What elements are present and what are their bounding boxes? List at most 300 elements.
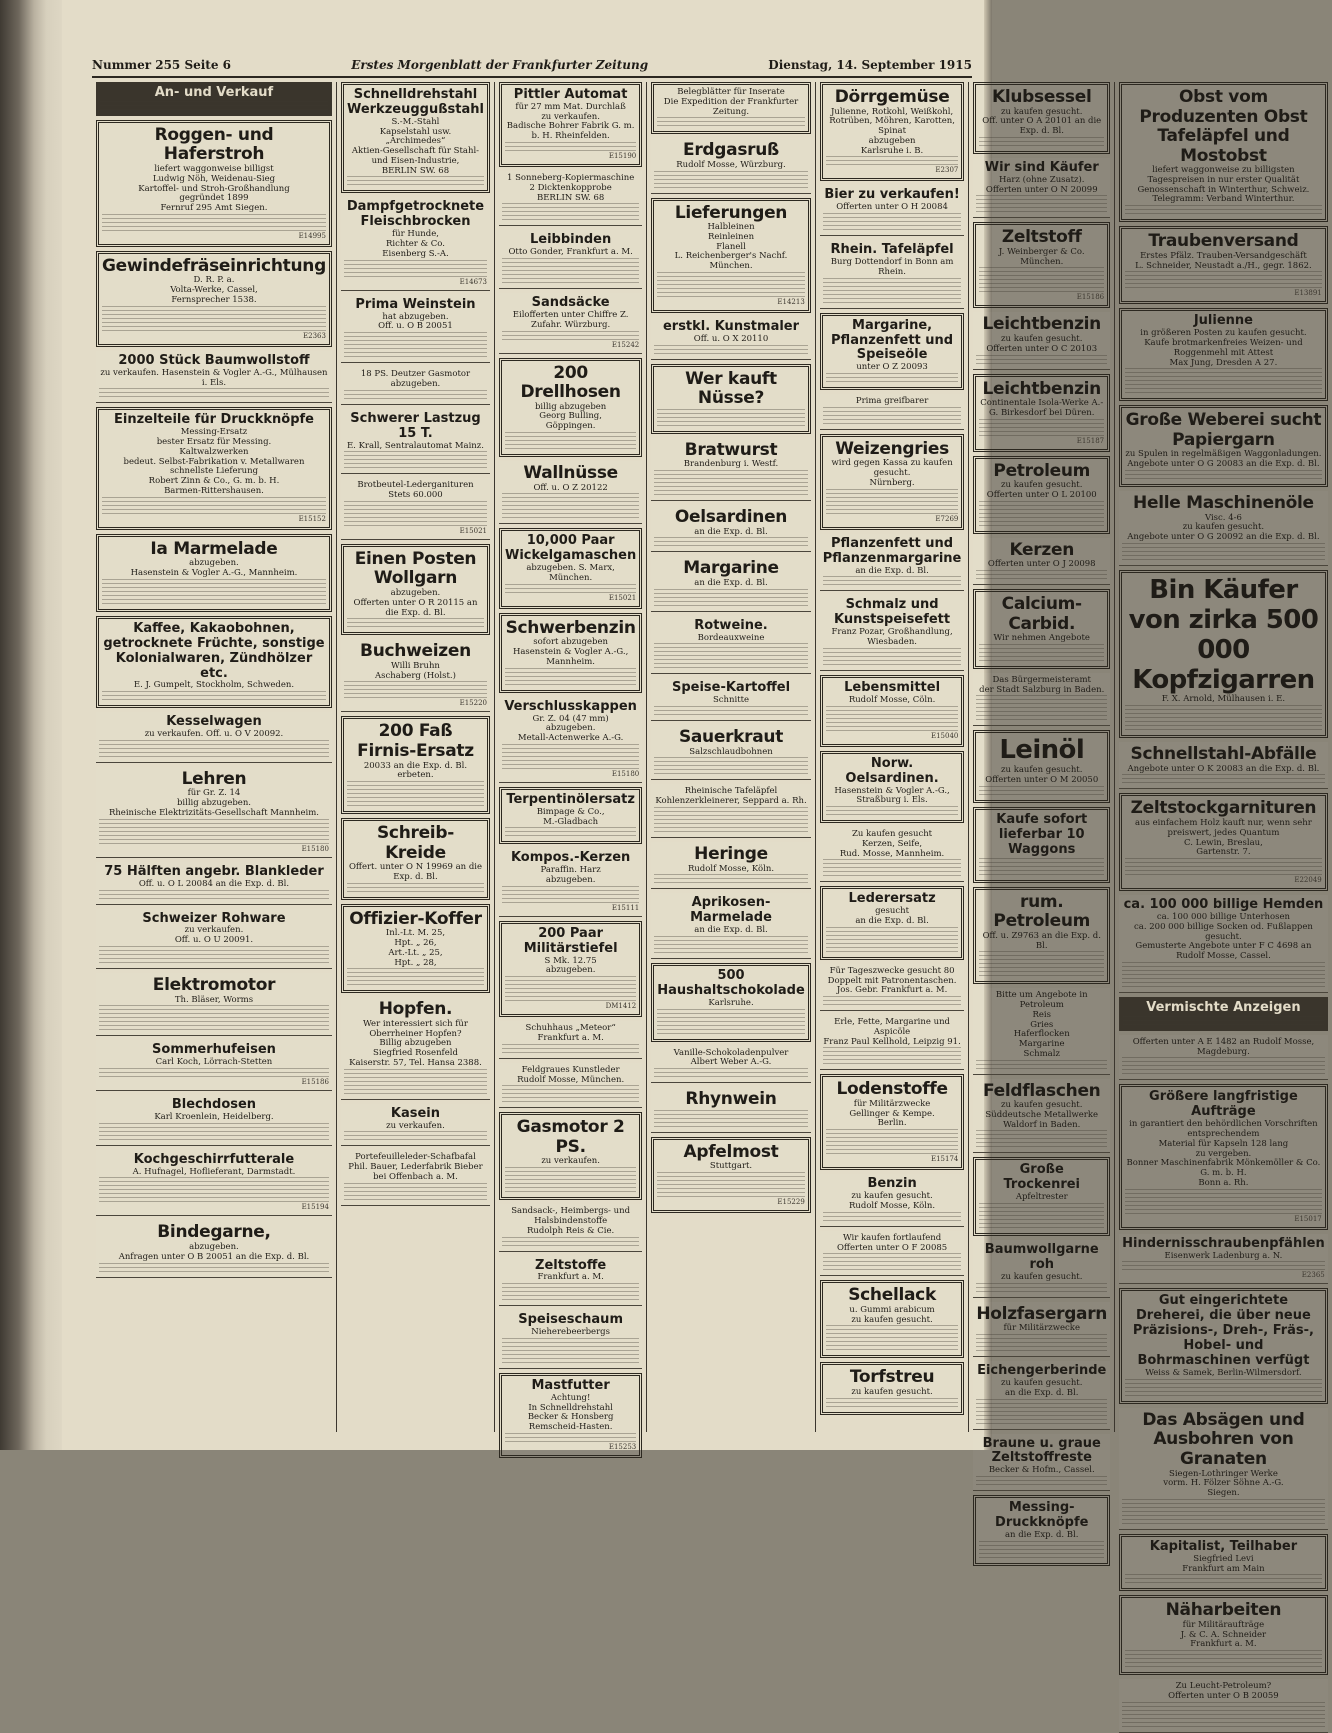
fine-print bbox=[505, 432, 636, 450]
ad-line: Süddeutsche Metallwerke bbox=[985, 1109, 1099, 1120]
ad-line: zu Spulen in regelmäßigen Waggonladungen. bbox=[1125, 449, 1322, 460]
ad-line: Salzschlaudbohnen bbox=[689, 746, 773, 757]
ad-line: zu kaufen gesucht. bbox=[1001, 333, 1083, 344]
ad-line: Ludwig Nöh, Weidenau-Sieg bbox=[152, 173, 276, 184]
ad-line: Material für Kapseln 128 lang bbox=[1158, 1138, 1289, 1149]
ad-line: Wer interessiert sich für Oberrheiner Hopfen? bbox=[363, 1018, 468, 1039]
fine-print bbox=[979, 267, 1104, 293]
classified-ad bbox=[651, 963, 811, 1042]
fine-print bbox=[976, 695, 1107, 721]
fine-print bbox=[502, 886, 639, 904]
column-6 bbox=[969, 82, 1115, 1541]
fine-print bbox=[826, 373, 959, 383]
ad-line: zu verkaufen. Off. u. O V 20092. bbox=[144, 729, 284, 740]
ad-line: Hpt. „ 26, bbox=[394, 937, 437, 948]
fine-print bbox=[1123, 1016, 1324, 1026]
ad-line: Otto Gonder, Frankfurt a. M. bbox=[508, 247, 633, 258]
ad-line: C. Lewin, Breslau, bbox=[1184, 837, 1263, 848]
ad-line: aus einfachem Holz kauft nur, wenn sehr preiswert, jedes Quantum bbox=[1135, 818, 1312, 838]
fine-print bbox=[347, 781, 484, 807]
ad-headline: Ia Marmelade bbox=[150, 538, 278, 559]
ad-headline: Kaufe sofort lieferbar 10 Waggons bbox=[996, 811, 1088, 857]
ad-headline: Klubsessel bbox=[991, 87, 1092, 107]
classified-ad bbox=[499, 528, 642, 608]
fine-print bbox=[976, 1476, 1107, 1486]
ad-headline: Blechdosen bbox=[171, 1097, 257, 1113]
ad-line: an die Exp. d. Bl. bbox=[855, 916, 929, 927]
fine-print bbox=[502, 331, 639, 341]
ad-line: In Schnelldrehstahl bbox=[528, 1402, 613, 1413]
fine-print bbox=[976, 195, 1107, 213]
ad-line: Offerten unter A E 1482 an Rudolf Mosse, Magdeburg. bbox=[1132, 1036, 1315, 1057]
classified-ad bbox=[973, 988, 1110, 1074]
classified-ad bbox=[973, 673, 1110, 727]
ad-line: Eisenwerk Ladenburg a. N. bbox=[1164, 1250, 1283, 1261]
ad-line: in größeren Posten zu kaufen gesucht. bbox=[1140, 328, 1307, 339]
fine-print bbox=[823, 213, 962, 231]
fine-print bbox=[502, 258, 639, 284]
fine-print bbox=[979, 644, 1104, 662]
fine-print bbox=[1122, 1702, 1325, 1728]
ad-line: Reis bbox=[1032, 1009, 1051, 1020]
ad-line: Bimpage & Co., bbox=[536, 806, 605, 817]
fine-print bbox=[1125, 1650, 1322, 1668]
classified-ad bbox=[1119, 491, 1328, 566]
ad-line: Offerten unter O M 20050 bbox=[985, 775, 1099, 786]
fine-print bbox=[823, 278, 962, 304]
classified-ad bbox=[973, 1361, 1110, 1429]
ad-headline: Kochgeschirrfutterale bbox=[133, 1151, 295, 1167]
classified-ad bbox=[1119, 1534, 1328, 1591]
ad-headline: erstkl. Kunstmaler bbox=[662, 319, 800, 335]
classified-ad bbox=[820, 313, 965, 391]
ad-line: an die Exp. d. Bl. bbox=[694, 925, 768, 936]
classified-ad bbox=[499, 230, 642, 289]
ad-headline: Erle, Fette, Margarine und Aspicöle bbox=[834, 1017, 950, 1037]
ad-code: E15190 bbox=[608, 152, 637, 160]
classified-ad bbox=[499, 293, 642, 354]
ad-headline: Weizengries bbox=[835, 438, 949, 459]
fine-print bbox=[102, 306, 326, 332]
ad-headline: Traubenversand bbox=[1148, 231, 1299, 252]
classified-ad bbox=[651, 138, 811, 193]
classified-ad bbox=[499, 171, 642, 226]
ad-line: der Stadt Salzburg in Baden. bbox=[979, 684, 1105, 695]
classified-ad bbox=[820, 827, 965, 882]
ad-line: Kapselstahl usw. bbox=[379, 126, 452, 137]
ad-headline: Prima Weinstein bbox=[355, 296, 476, 312]
header-left: Nummer 255 Seite 6 bbox=[92, 58, 232, 72]
ad-columns bbox=[92, 82, 1325, 1701]
ad-code: E15017 bbox=[1294, 1214, 1322, 1223]
ad-code: E15253 bbox=[608, 1442, 637, 1451]
classified-ad bbox=[96, 973, 332, 1036]
ad-headline: Julienne bbox=[1193, 313, 1253, 329]
header-center: Erstes Morgenblatt der Frankfurter Zeitung bbox=[351, 58, 649, 72]
ad-headline: Wer kauft Nüsse? bbox=[685, 368, 777, 409]
classified-ad bbox=[820, 1174, 965, 1226]
ad-line: Barmen-Rittershausen. bbox=[164, 485, 264, 496]
ad-line: Franz Pozar, Großhandlung, Wiesbaden. bbox=[831, 627, 953, 648]
fine-print bbox=[657, 272, 805, 298]
ad-line: Karl Kroenlein, Heidelberg. bbox=[154, 1111, 274, 1122]
ad-headline: Bin Käufer von zirka 500 000 Kopfzigarren bbox=[1128, 574, 1319, 695]
ad-headline: Petroleum bbox=[993, 460, 1091, 481]
ad-headline: ca. 100 000 billige Hemden bbox=[1123, 897, 1324, 913]
classified-ad bbox=[96, 251, 332, 347]
classified-ad bbox=[973, 456, 1110, 534]
ad-headline: Einen Posten Wollgarn bbox=[354, 548, 477, 589]
ad-headline: Elektromotor bbox=[152, 974, 276, 995]
ad-headline: Zu kaufen gesucht bbox=[852, 829, 933, 840]
fine-print bbox=[826, 927, 959, 953]
ad-headline: Mastfutter bbox=[531, 1377, 610, 1393]
ad-headline: Schweizer Rohware bbox=[142, 910, 286, 926]
ad-line: u. Gummi arabicum bbox=[849, 1304, 935, 1315]
ad-line: Nieherebeerbergs bbox=[531, 1327, 610, 1338]
fine-print bbox=[347, 883, 484, 893]
classified-ad bbox=[973, 1079, 1110, 1154]
classified-ad bbox=[820, 1231, 965, 1277]
ad-headline: Lebensmittel bbox=[844, 679, 941, 695]
ad-line: Off. u. O Z 20122 bbox=[533, 482, 608, 493]
ad-line: abzugeben bbox=[868, 135, 916, 146]
ad-headline: Messing-Druckknöpfe bbox=[995, 1500, 1089, 1531]
ad-line: an die Exp. d. Bl. bbox=[1004, 1530, 1079, 1541]
fine-print bbox=[344, 1183, 487, 1201]
classified-ad bbox=[499, 613, 642, 693]
ad-code: E2363 bbox=[303, 331, 326, 340]
fine-print bbox=[1125, 205, 1322, 215]
ad-headline: Speiseschaum bbox=[518, 1312, 623, 1328]
ad-line: Brandenburg i. Westf. bbox=[683, 459, 779, 470]
ad-headline: Pittler Automat bbox=[513, 87, 628, 102]
fine-print bbox=[344, 1069, 487, 1095]
ad-line: Karlsruhe i. B. bbox=[860, 145, 924, 156]
ad-headline: Margarine, Pflanzenfett und Speiseöle bbox=[831, 317, 954, 363]
fine-print bbox=[1125, 368, 1322, 394]
classified-ad bbox=[499, 1204, 642, 1251]
ad-headline: rum. Petroleum bbox=[993, 891, 1091, 932]
fine-print bbox=[344, 390, 487, 400]
ad-line: Bordeauxweine bbox=[697, 632, 765, 643]
ad-line: Metall-Actenwerke A.-G. bbox=[517, 733, 624, 744]
ad-line: zu kaufen gesucht. bbox=[1001, 480, 1083, 491]
fine-print bbox=[1122, 1499, 1325, 1525]
ad-line: Gries bbox=[1030, 1019, 1054, 1030]
classified-ad bbox=[820, 595, 965, 670]
classified-ad bbox=[96, 82, 332, 116]
fine-print bbox=[654, 345, 808, 355]
ad-line: Gellinger & Kempe. bbox=[849, 1108, 935, 1119]
ad-headline: Terpentinölersatz bbox=[506, 791, 635, 807]
ad-line: für Gr. Z. 14 bbox=[187, 788, 241, 799]
fine-print bbox=[979, 501, 1104, 527]
ad-line: Weiss & Samek, Berlin-Wilmersdorf. bbox=[1145, 1368, 1302, 1379]
fine-print bbox=[823, 407, 962, 425]
ad-line: „Archimedes“ bbox=[385, 136, 446, 147]
fine-print bbox=[99, 1177, 329, 1203]
classified-ad bbox=[499, 461, 642, 524]
ad-line: Offerten unter O L 20100 bbox=[986, 489, 1097, 500]
classified-ad bbox=[651, 1087, 811, 1133]
ad-line: Angebote unter O G 20083 an die Exp. d. Bl. bbox=[1127, 459, 1320, 470]
fine-print bbox=[344, 260, 487, 278]
ad-headline: Zeltstoffe bbox=[535, 1257, 607, 1273]
fine-print bbox=[344, 451, 487, 469]
fine-print bbox=[823, 996, 962, 1006]
ad-line: Haferflocken bbox=[1013, 1029, 1070, 1040]
ad-code: E7269 bbox=[935, 514, 959, 523]
fine-print bbox=[823, 648, 962, 666]
classified-ad bbox=[1119, 1288, 1328, 1403]
ad-line: J. & C. A. Schneider bbox=[1180, 1629, 1267, 1640]
classified-ad bbox=[96, 1095, 332, 1146]
classified-ad bbox=[341, 295, 490, 363]
ad-line: bedeut. Selbst-Fabrikation v. Metallwaren bbox=[123, 456, 305, 467]
classified-ad bbox=[820, 394, 965, 430]
ad-line: abzugeben. bbox=[545, 965, 596, 976]
ad-code: E15186 bbox=[301, 1077, 329, 1086]
fine-print bbox=[505, 976, 636, 1002]
ad-headline: Einzelteile für Druckknöpfe bbox=[113, 412, 314, 428]
fine-print bbox=[976, 1060, 1107, 1070]
ad-line: Visc. 4-6 bbox=[1204, 512, 1242, 523]
ad-line: vorm. H. Fölzer Söhne A.-G. bbox=[1163, 1478, 1284, 1489]
fine-print bbox=[657, 1172, 805, 1198]
ad-line: Eilofferten unter Chiffre Z. Zufahr. Würzburg. bbox=[512, 309, 629, 330]
ad-line: Stuttgart. bbox=[709, 1161, 753, 1172]
ad-headline: Speise-Kartoffel bbox=[671, 680, 791, 696]
ad-code: DM1412 bbox=[605, 1002, 637, 1011]
fine-print bbox=[979, 137, 1104, 147]
ad-line: abzugeben. bbox=[545, 875, 596, 886]
fine-print bbox=[976, 1130, 1107, 1148]
classified-ad bbox=[973, 1495, 1110, 1566]
classified-ad bbox=[96, 534, 332, 612]
ad-line: Die Expedition der Frankfurter Zeitung. bbox=[663, 96, 799, 117]
ad-line: Volta-Werke, Cassel, bbox=[170, 285, 258, 296]
ad-line: an die Exp. d. Bl. bbox=[694, 578, 768, 588]
fine-print bbox=[99, 1123, 329, 1141]
ad-headline: Sommerhufeisen bbox=[152, 1042, 276, 1058]
fine-print bbox=[344, 332, 487, 358]
fine-print bbox=[347, 968, 484, 986]
fine-print bbox=[979, 419, 1104, 437]
classified-ad bbox=[651, 317, 811, 360]
ad-line: Frankfurt a. M. bbox=[1190, 1639, 1257, 1650]
ad-headline: Kompos.-Kerzen bbox=[510, 850, 631, 866]
ad-line: für 27 mm Mat. Durchlaß bbox=[515, 101, 626, 112]
classified-ad bbox=[1119, 308, 1328, 401]
ad-line: sofort abzugeben bbox=[533, 637, 609, 648]
ad-headline: 500 Haushaltschokolade bbox=[657, 967, 805, 998]
fine-print bbox=[344, 1131, 487, 1141]
ad-headline: Kerzen bbox=[1009, 539, 1074, 560]
classified-ad bbox=[651, 556, 811, 611]
ad-line: abzugeben. S. Marx, München. bbox=[526, 563, 615, 583]
ad-code: E15152 bbox=[298, 514, 326, 523]
ad-headline: Zeltstockgarnituren bbox=[1130, 798, 1317, 819]
ad-headline: Apfelmost bbox=[683, 1141, 779, 1162]
ad-headline: Schwerer Lastzug 15 T. bbox=[350, 410, 481, 441]
ad-headline: Rheinische Tafeläpfel bbox=[684, 786, 778, 797]
ad-line: Berlin. bbox=[877, 1118, 907, 1129]
ad-headline: Braune u. graue Zeltstoffreste bbox=[982, 1435, 1101, 1466]
ad-headline: Bratwurst bbox=[684, 439, 778, 460]
ad-headline: Prima greifbarer bbox=[855, 396, 929, 407]
ad-headline: Lederersatz bbox=[848, 891, 936, 907]
classified-ad bbox=[499, 1373, 642, 1458]
fine-print bbox=[99, 388, 329, 398]
ad-line: Fernsprecher 1538. bbox=[171, 294, 257, 305]
ad-line: ca. 200 000 billige Socken od. Fußlappen bbox=[1134, 921, 1313, 932]
ad-line: Frankfurt a. M. bbox=[537, 1272, 604, 1283]
fine-print bbox=[347, 176, 484, 186]
ad-headline: Größere langfristige Aufträge bbox=[1149, 1089, 1298, 1120]
ad-line: zu kaufen gesucht. bbox=[1001, 106, 1083, 117]
ad-line: Carl Koch, Lörrach-Stetten bbox=[155, 1057, 273, 1068]
ad-line: Off. u. Z9763 an die Exp. d. Bl. bbox=[982, 930, 1101, 951]
ad-line: Hasenstein & Vogler A.-G., Mannheim. bbox=[130, 567, 298, 578]
ad-headline: Portefeuilleleder-Schafbafal bbox=[355, 1152, 476, 1163]
classified-ad bbox=[820, 886, 965, 959]
classified-ad bbox=[1119, 1234, 1328, 1285]
classified-ad bbox=[499, 1256, 642, 1307]
fine-print bbox=[976, 1283, 1107, 1293]
classified-ad bbox=[651, 1046, 811, 1084]
column-4 bbox=[647, 82, 816, 1432]
fine-print bbox=[1125, 1574, 1322, 1584]
ad-line: Offerten unter O J 20098 bbox=[987, 559, 1096, 570]
ad-line: München. bbox=[709, 261, 753, 272]
fine-print bbox=[99, 819, 329, 845]
ad-line: zu kaufen gesucht. bbox=[851, 1314, 933, 1325]
ad-line: Margarine bbox=[1018, 1039, 1065, 1050]
ad-line: an die Exp. d. Bl. bbox=[1004, 1387, 1079, 1398]
ad-line: Off. u. O B 20051 bbox=[378, 321, 453, 332]
ad-headline: Margarine bbox=[683, 558, 779, 579]
ad-line: zu kaufen gesucht. bbox=[1182, 522, 1265, 533]
ad-line: Rheinische Elektrizitäts-Gesellschaft Mannheim. bbox=[108, 807, 319, 818]
ad-headline: Schwerbenzin bbox=[505, 617, 636, 638]
fine-print bbox=[654, 171, 808, 189]
ad-line: Hasenstein & Vogler A.-G., Straßburg i. Els. bbox=[834, 785, 950, 806]
ad-code: E15174 bbox=[930, 1155, 959, 1164]
ad-headline: Eichengerberinde bbox=[977, 1363, 1107, 1379]
ad-headline: Rotweine. bbox=[694, 617, 768, 633]
ad-line: Anfragen unter O B 20051 an die Exp. d. Bl. bbox=[118, 1251, 310, 1262]
ad-headline: Bier zu verkaufen! bbox=[824, 187, 960, 203]
classified-ad bbox=[1119, 895, 1328, 993]
ad-line: Inl.-Lt. M. 25, bbox=[385, 928, 446, 939]
fine-print bbox=[99, 740, 329, 758]
ad-headline: Offizier-Koffer bbox=[349, 908, 482, 929]
classified-ad bbox=[499, 358, 642, 457]
ad-line: bester Ersatz für Messing. bbox=[156, 436, 272, 447]
fine-print bbox=[1125, 858, 1322, 876]
ad-code: E15229 bbox=[777, 1198, 805, 1206]
ad-headline: Das Absägen und Ausbohren von Granaten bbox=[1142, 1409, 1305, 1469]
ad-line: L. Reichenberger's Nachf. bbox=[674, 251, 788, 262]
ad-line: Rudolf Mosse, Cöln. bbox=[848, 694, 936, 705]
ad-headline: 200 Paar Militärstiefel bbox=[523, 925, 618, 956]
ad-line: Kerzen, Seife, bbox=[862, 838, 923, 849]
ad-line: zu verkaufen. Hasenstein & Vogler A.-G., Mülhausen i. Els. bbox=[100, 367, 328, 388]
ad-line: Kohlenzerkleinerer, Seppard a. Rh. bbox=[655, 796, 807, 807]
fine-print bbox=[502, 493, 639, 519]
fine-print bbox=[826, 489, 959, 515]
ad-line: Stets 60.000 bbox=[388, 490, 443, 501]
classified-ad bbox=[341, 1150, 490, 1205]
ad-line: Offerten unter O N 20099 bbox=[985, 184, 1098, 195]
ad-line: Kaltwalzwerken bbox=[179, 446, 249, 457]
ad-headline: Für Tageszwecke gesucht 80 Doppelt mit Patronentaschen. bbox=[827, 965, 957, 986]
ad-line: wird gegen Kassa zu kaufen gesucht. bbox=[831, 458, 953, 479]
ad-line: zu kaufen gesucht. bbox=[1001, 1378, 1083, 1389]
classified-ad bbox=[341, 367, 490, 405]
ad-line: Offerten unter O H 20084 bbox=[836, 202, 948, 213]
ad-line: E. J. Gumpelt, Stockholm, Schweden. bbox=[133, 680, 295, 691]
fine-print bbox=[654, 537, 808, 547]
ad-line: Offert. unter O N 19969 an die Exp. d. Bl. bbox=[348, 862, 483, 882]
ad-line: Reinleinen bbox=[707, 231, 755, 242]
fine-print bbox=[823, 859, 962, 877]
ad-headline: Bitte um Angebote in Petroleum bbox=[995, 990, 1088, 1011]
fine-print bbox=[505, 1167, 636, 1193]
ad-headline: Baumwollgarne roh bbox=[984, 1242, 1099, 1273]
fine-print bbox=[826, 706, 959, 732]
ad-line: Offerten unter O R 20115 an die Exp. d. Bl. bbox=[353, 597, 478, 618]
ad-line: gesucht bbox=[875, 906, 910, 917]
classified-ad bbox=[820, 1280, 965, 1358]
ad-headline: Hindernisschraubenpfählen bbox=[1122, 1235, 1325, 1251]
fine-print bbox=[654, 589, 808, 607]
fine-print bbox=[654, 1068, 808, 1078]
ad-line: Siegfried Levi bbox=[1193, 1553, 1254, 1564]
ad-headline: Gasmotor 2 PS. bbox=[516, 1117, 625, 1157]
fine-print bbox=[1122, 962, 1325, 988]
ad-headline: Rhein. Tafeläpfel bbox=[830, 242, 954, 258]
ad-line: Willi Bruhn bbox=[391, 660, 440, 671]
ad-code: E15111 bbox=[611, 903, 640, 912]
ad-code: E14995 bbox=[298, 231, 326, 240]
ad-line: Robert Zinn & Co., G. m. b. H. bbox=[148, 476, 280, 487]
ad-headline: Feldgraues Kunstleder bbox=[521, 1064, 620, 1075]
ad-headline: Hopfen. bbox=[378, 999, 453, 1020]
classified-ad bbox=[96, 120, 332, 247]
classified-ad bbox=[820, 240, 965, 308]
ad-line: Offerten unter O C 20103 bbox=[986, 343, 1098, 354]
ad-headline: Gewindefräseinrichtung bbox=[102, 255, 326, 276]
classified-ad bbox=[973, 1434, 1110, 1492]
ad-headline: Große Weberei sucht Papiergarn bbox=[1125, 410, 1322, 450]
ad-headline: 75 Hälften angebr. Blankleder bbox=[104, 863, 324, 879]
classified-ad bbox=[973, 1240, 1110, 1298]
fine-print bbox=[826, 806, 959, 816]
ad-line: Off. u. O L 20084 an die Exp. d. Bl. bbox=[138, 878, 290, 889]
classified-ad bbox=[820, 185, 965, 236]
ad-headline: Heringe bbox=[694, 844, 768, 865]
classified-ad bbox=[341, 716, 490, 814]
ad-line: abzugeben. bbox=[189, 558, 239, 569]
ad-headline: Sandsack-, Heimbergs- und Halsbindenstoffe bbox=[511, 1206, 631, 1226]
ad-headline: Rhynwein bbox=[685, 1089, 777, 1110]
classified-ad bbox=[973, 887, 1110, 985]
ad-line: Julienne, Rotkohl, Weißkohl, Rotrüben, Möhren, Karotten, Spinat bbox=[829, 106, 955, 137]
ad-code: E15180 bbox=[611, 769, 640, 778]
ad-line: für Militärzwecke bbox=[853, 1098, 931, 1109]
